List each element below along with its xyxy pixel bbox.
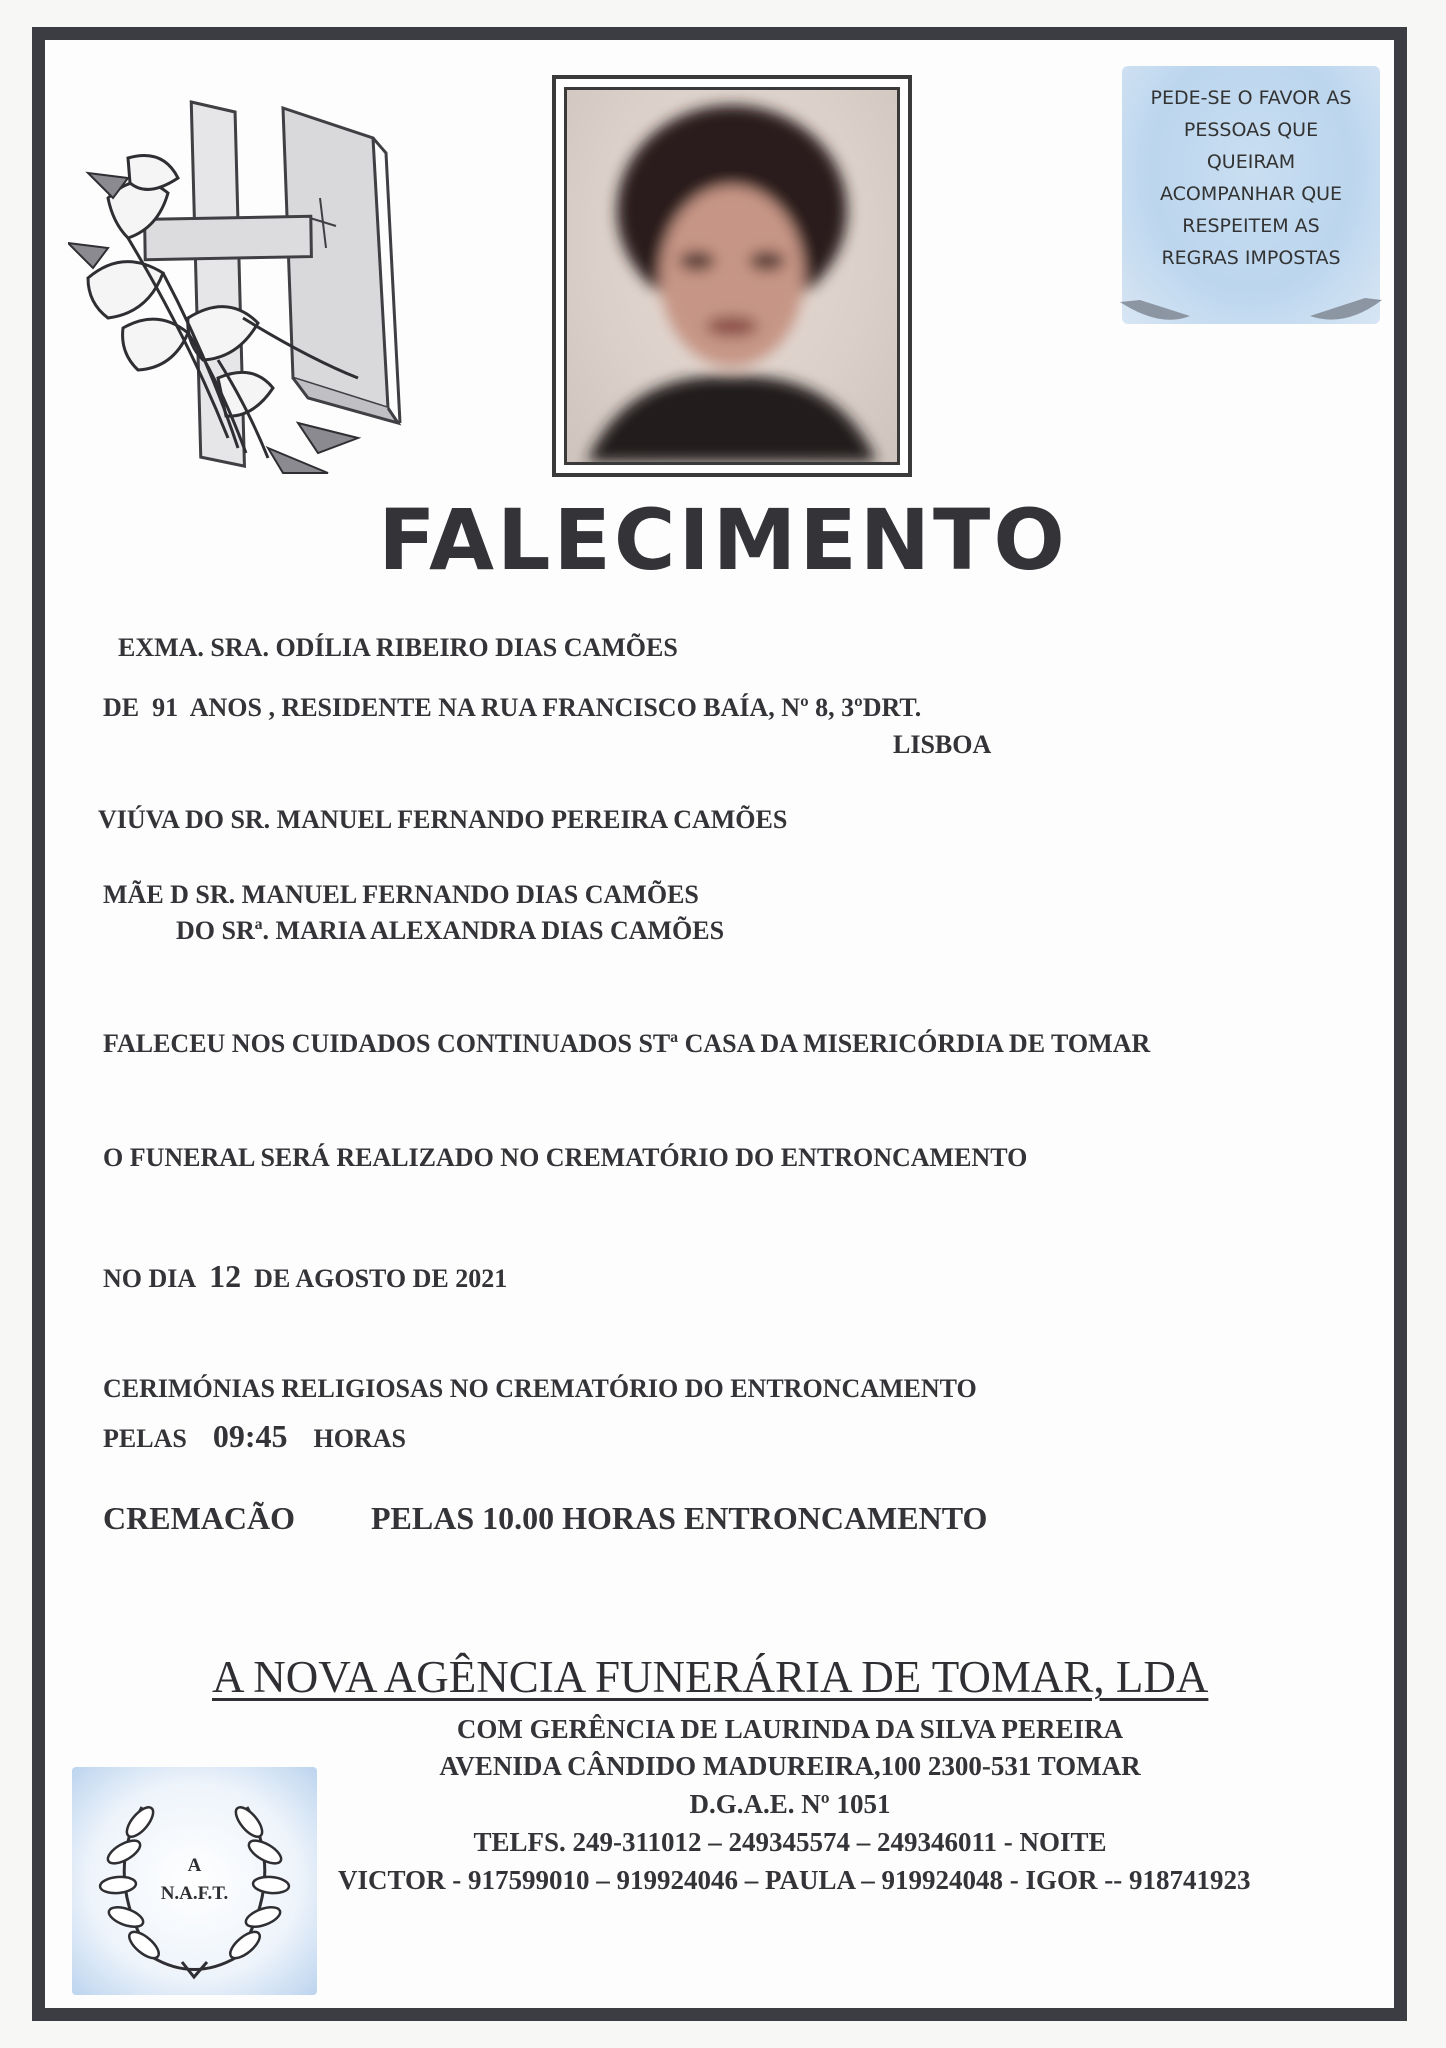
deceased-name: EXMA. SRA. ODÍLIA RIBEIRO DIAS CAMÕES: [118, 633, 678, 662]
ceremony-line: CERIMÓNIAS RELIGIOSAS NO CREMATÓRIO DO ENTRONCAMENTO: [103, 1374, 977, 1403]
residence-city: LISBOA: [893, 730, 992, 759]
funeral-place-line: O FUNERAL SERÁ REALIZADO NO CREMATÓRIO DO ENTRONCAMENTO: [103, 1143, 1028, 1172]
death-place-line: FALECEU NOS CUIDADOS CONTINUADOS STª CASA DA MISERICÓRDIA DE TOMAR: [103, 1029, 1151, 1058]
agency-contacts: VICTOR - 917599010 – 919924046 – PAULA – 919924048 - IGOR -- 918741923: [338, 1865, 1251, 1895]
agency-title: A NOVA AGÊNCIA FUNERÁRIA DE TOMAR, LDA: [212, 1652, 1209, 1702]
laurel-wreath-icon: [72, 1767, 317, 1995]
mother-line-2: DO SRª. MARIA ALEXANDRA DIAS CAMÕES: [176, 916, 725, 945]
agency-license: D.G.A.E. Nº 1051: [689, 1789, 891, 1819]
logo-letter: A: [187, 1855, 202, 1876]
agency-address: AVENIDA CÂNDIDO MADUREIRA,100 2300-531 TOMAR: [439, 1751, 1141, 1781]
logo-initials: N.A.F.T.: [160, 1883, 229, 1904]
page-title: FALECIMENTO: [378, 491, 1068, 589]
notice-text: PEDE-SE O FAVOR AS PESSOAS QUE QUEIRAM ACOMPANHAR QUE RESPEITEM AS REGRAS IMPOSTAS: [1150, 87, 1352, 269]
notice-box-curl: [1120, 280, 1382, 330]
portrait-photo: [564, 87, 900, 465]
mother-line-1: MÃE D SR. MANUEL FERNANDO DIAS CAMÕES: [103, 880, 699, 909]
agency-management: COM GERÊNCIA DE LAURINDA DA SILVA PEREIRA: [456, 1714, 1124, 1744]
agency-phones: TELFS. 249-311012 – 249345574 – 249346011 - NOITE: [473, 1827, 1107, 1857]
funeral-date-line: NO DIA 12 DE AGOSTO DE 2021: [103, 1258, 508, 1294]
age-residence-line: DE 91 ANOS , RESIDENTE NA RUA FRANCISCO BAÍA, Nº 8, 3ºDRT.: [103, 693, 922, 722]
widow-line: VIÚVA DO SR. MANUEL FERNANDO PEREIRA CAMÕES: [98, 805, 788, 834]
cremation-line: CREMACÃO PELAS 10.00 HORAS ENTRONCAMENTO: [103, 1500, 988, 1536]
cross-lily-ornament: [68, 78, 423, 478]
portrait-frame: [552, 75, 912, 477]
ceremony-time-line: PELAS 09:45 HORAS: [103, 1418, 406, 1454]
agency-logo: [72, 1767, 317, 1995]
